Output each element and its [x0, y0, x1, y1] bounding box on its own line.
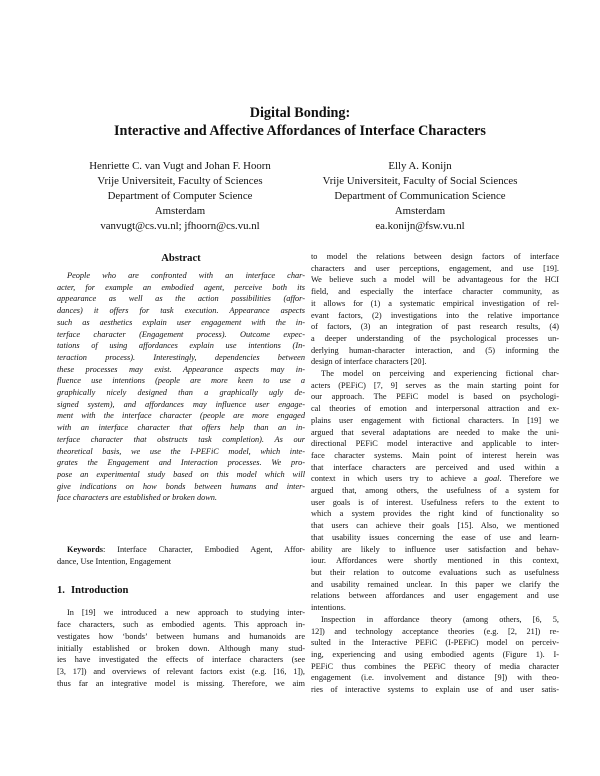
body-line: but their relation to outcome evaluations such as usefulness	[311, 567, 559, 577]
body-line: evant factors, (2) investigations into the relative importance	[311, 310, 559, 320]
section-number: 1.	[57, 585, 65, 597]
left-column	[57, 252, 305, 689]
author-email: vanvugt@cs.vu.nl; jfhoorn@cs.vu.nl	[100, 220, 260, 232]
body-line: argued that, among others, the usefulness of a system for	[311, 486, 559, 496]
body-line: iour. Affordances were shortly mentioned in this context,	[311, 556, 559, 566]
body-line: argued that several adaptations are needed to make the uni-	[311, 427, 559, 437]
abstract-line: give indications on how bonds between humans and inter-	[57, 481, 305, 491]
body-line: that interface characters are perceived and used within a	[311, 462, 559, 472]
author-names: Henriette C. van Vugt and Johan F. Hoorn	[89, 160, 271, 172]
author-affiliation: Vrije Universiteit, Faculty of Social Sciences	[322, 175, 518, 187]
abstract-line: such as aesthetics explain user engagement with the in-	[57, 317, 305, 327]
body-line: of factors, (3) an integration of past research results, (4)	[311, 322, 559, 332]
title-line-2: Interactive and Affective Affordances of Interface Characters	[114, 123, 486, 139]
body-line: and usability remained unclear. In this paper we clarify the	[311, 579, 559, 589]
paragraph-3	[311, 614, 559, 696]
abstract-line: grates the Engagement and Interaction processes. We pro-	[57, 458, 305, 468]
intro-line: initially established or broken down. Although many stud-	[57, 643, 305, 653]
intro-line: thus far an integrative model is missing. Therefore, we aim	[57, 678, 305, 688]
body-line: acters (PEFiC) [7, 9] serves as the main starting point for	[311, 380, 559, 390]
abstract-line: terface character (Engagement process). Outcome expec-	[57, 329, 305, 339]
body-line: ing, experiencing and using embodied agents (Figure 1). I-	[311, 649, 559, 659]
body-line: 12]) and technology acceptance theories (e.g. [2, 21]) re-	[311, 626, 559, 636]
body-line: it allows for (1) a systematic empirical investigation of rel-	[311, 298, 559, 308]
author-names: Elly A. Konijn	[388, 160, 452, 172]
body-line: design of interface characters [20].	[311, 357, 427, 367]
author-department: Department of Computer Science	[107, 190, 253, 202]
abstract-line: signed system), and affordances may influence user engage-	[57, 399, 305, 409]
intro-line: vestigates how ‘bonds’ between humans and humanoids are	[57, 631, 305, 641]
abstract-line: People who are confronted with an interface char-	[67, 271, 305, 280]
body-line: our approach. The PEFiC model is based on psychologi-	[311, 392, 559, 402]
paragraph-2	[311, 368, 559, 614]
abstract-line: fluence use intentions (people are more keen to use a	[57, 376, 305, 386]
abstract-line: terface character that obstructs task completion). As our	[57, 434, 305, 444]
body-line: intentions.	[311, 603, 346, 613]
body-line: characters and user perceptions, engagement, and use [19].	[311, 263, 559, 273]
abstract-line: pose an experimental study based on this model which will	[57, 469, 305, 479]
abstract-line: tations of using affordances explain use intentions (In-	[57, 341, 305, 351]
body-line: derlying human-character interaction, and (5) informing the	[311, 345, 559, 355]
body-line: Inspection in affordance theory (among others, [6, 5,	[321, 614, 559, 624]
abstract-line: acter, for example an embodied agent, perceive both its	[57, 282, 305, 292]
abstract-line: ment with the interface character (people are more engaged	[57, 411, 305, 421]
body-line: user goals is of interest. Usefulness refers to the extent to	[311, 497, 559, 507]
emphasis-text: goal	[484, 474, 500, 484]
intro-line: ies have investigated the effects of interface characters (see	[57, 655, 305, 665]
abstract-heading: Abstract	[161, 253, 201, 264]
author-block-right	[290, 159, 550, 234]
body-line: sulted in the Interactive PEFiC (I-PEFiC) model on perceiv-	[311, 638, 559, 648]
abstract-line: these processes may exist. Appearance aspects may in-	[57, 364, 305, 374]
abstract-line: graphically nicely designed than a graphically ugly de-	[57, 388, 305, 398]
body-line: The model on perceiving and experiencing fictional char-	[321, 369, 559, 379]
author-city: Amsterdam	[154, 205, 206, 217]
keywords-line	[57, 544, 305, 556]
body-line: plains user engagement with fictional characters. In [19] we	[311, 415, 559, 425]
author-email: ea.konijn@fsw.vu.nl	[375, 220, 465, 232]
body-text: . Therefore we	[499, 474, 559, 484]
author-department: Department of Communication Science	[334, 190, 506, 202]
body-line: PEFiC thus combines the PEFiC theory of media character	[311, 661, 559, 671]
body-text: context in which users try to achieve a	[311, 474, 485, 484]
keywords	[57, 544, 305, 567]
paragraph-1	[311, 251, 559, 368]
intro-line: [3, 17]) and overviews of relevant factors exist (e.g. [16, 1]),	[57, 666, 305, 676]
body-line: to model the relations between design factors of interface	[311, 252, 559, 261]
keywords-label: Keywords	[67, 545, 103, 555]
paper-title	[60, 104, 540, 140]
author-affiliation: Vrije Universiteit, Faculty of Sciences	[97, 175, 263, 187]
body-line: field, and especially the interface character community, as	[311, 287, 559, 297]
keywords-line: dance, Use Intention, Engagement	[57, 556, 172, 566]
body-line: that usability issues concerning the ease of use and learn-	[311, 532, 559, 542]
abstract-body	[57, 270, 305, 504]
keywords-text: : Interface Character, Embodied Agent, Affor-	[102, 545, 305, 555]
body-line: ries of interactive systems to explain use of and user satis-	[311, 685, 559, 695]
body-line: We believe such a model will be advantageous for the HCI	[311, 275, 559, 285]
body-line: ability are likely to influence user satisfaction and behav-	[311, 544, 559, 554]
author-block-left	[50, 159, 310, 234]
abstract-line: dances) it offers for task execution. Appearance aspects	[57, 306, 305, 316]
body-line: a deeper understanding of the psychological processes un-	[311, 333, 559, 343]
body-line: directional PEFiC model interactive and applicable to inter-	[311, 439, 559, 449]
body-line: that users can achieve their goals [15]. Also, we mentioned	[311, 521, 559, 531]
section-title: Introduction	[70, 585, 129, 597]
body-line	[311, 473, 559, 485]
abstract-line: face characters are established or broken down.	[57, 493, 217, 503]
body-line: relations between affordances and user engagement and use	[311, 591, 559, 601]
body-line: face character systems. Main point of interest herein was	[311, 450, 559, 460]
body-line: which a system provides the right kind of functionality so	[311, 509, 559, 519]
right-column	[311, 251, 559, 696]
intro-line: In [19] we introduced a new approach to studying inter-	[67, 608, 305, 618]
body-line: cal theories of emotion and interpersonal attraction and ex-	[311, 404, 559, 414]
abstract-line: appearance as well as the action possibilities (affor-	[57, 294, 305, 304]
abstract-line: teraction process). Interestingly, dependencies between	[57, 352, 305, 362]
section-heading-introduction	[57, 584, 305, 598]
abstract-line: theoretical basis, we use the I-PEFiC model, which inte-	[57, 446, 305, 456]
body-line: engagement (i.e. involvement and distance [9]) with theo-	[311, 673, 559, 683]
introduction-body	[57, 607, 305, 689]
author-city: Amsterdam	[394, 205, 446, 217]
title-line-1: Digital Bonding:	[249, 105, 351, 121]
abstract-line: with an interface character that offers help than an in-	[57, 423, 305, 433]
intro-line: face characters, such as embodied agents. This approach in-	[57, 620, 305, 630]
